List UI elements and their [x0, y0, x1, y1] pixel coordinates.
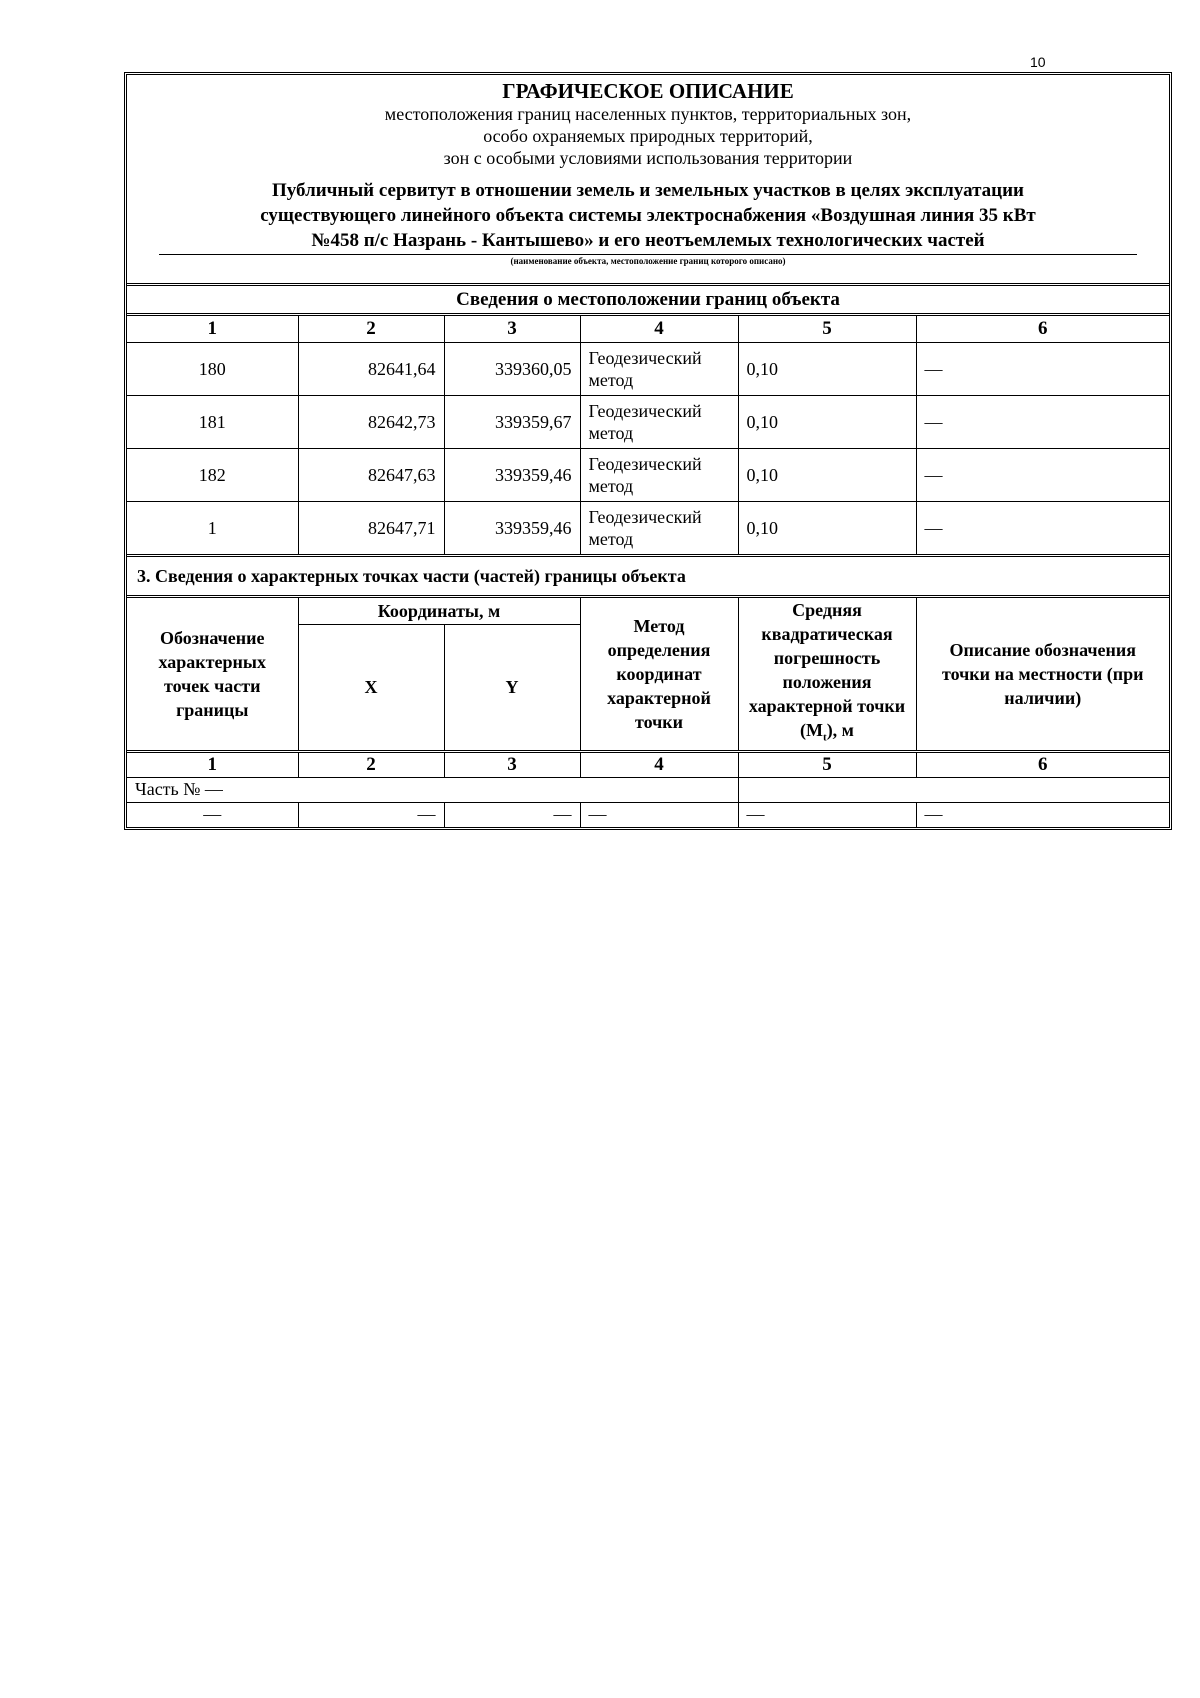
- description-header: Описание обозначения точки на местности (при наличии): [916, 598, 1169, 751]
- empty-cell: —: [298, 802, 444, 827]
- y-coordinate: 339360,05: [444, 343, 580, 396]
- column-number: 2: [298, 751, 444, 777]
- method-line: метод: [588, 476, 634, 496]
- object-name-line: №458 п/с Назрань - Кантышево» и его неотъемлемых технологических частей: [311, 230, 985, 251]
- column-number: 6: [916, 316, 1169, 343]
- object-name-line: Публичный сервитут в отношении земель и земельных участков в целях эксплуатации: [272, 180, 1024, 201]
- part-row: [127, 777, 1169, 802]
- x-coordinate: 82641,64: [298, 343, 444, 396]
- header-row: [127, 598, 1169, 624]
- subtitle-line: зон с особыми условиями использования территории: [443, 148, 853, 168]
- page-number: 10: [1030, 54, 1046, 70]
- method-cell: [580, 396, 738, 449]
- document-frame: [124, 72, 1172, 830]
- object-name: [135, 178, 1161, 253]
- subtitle-line: особо охраняемых природных территорий,: [483, 126, 813, 146]
- accuracy-value: 0,10: [738, 396, 916, 449]
- column-number: 6: [916, 751, 1169, 777]
- accuracy-value: 0,10: [738, 343, 916, 396]
- method-line: Геодезический: [588, 348, 702, 368]
- part-empty-cell: [738, 777, 1169, 802]
- subtitle-line: местоположения границ населенных пунктов, территориальных зон,: [384, 104, 912, 124]
- table-row: [127, 343, 1169, 396]
- column-number: 1: [127, 316, 298, 343]
- method-line: Геодезический: [588, 507, 702, 527]
- empty-cell: —: [127, 802, 298, 827]
- method-cell: [580, 502, 738, 555]
- table-row: [127, 802, 1169, 827]
- accuracy-header-subscript: t: [823, 731, 827, 744]
- point-number: 180: [127, 343, 298, 396]
- accuracy-value: 0,10: [738, 502, 916, 555]
- method-line: метод: [588, 370, 634, 390]
- column-number-row: [127, 316, 1169, 343]
- empty-cell: —: [444, 802, 580, 827]
- empty-cell: —: [916, 802, 1169, 827]
- part-label: Часть № —: [127, 777, 738, 802]
- method-line: метод: [588, 529, 634, 549]
- y-coordinate: 339359,67: [444, 396, 580, 449]
- column-number: 1: [127, 751, 298, 777]
- document-header: [127, 75, 1169, 286]
- object-name-caption: (наименование объекта, местоположение границ которого описано): [510, 256, 786, 266]
- point-description: —: [916, 502, 1169, 555]
- point-description: —: [916, 343, 1169, 396]
- column-number: 5: [738, 316, 916, 343]
- part-points-table: [127, 598, 1169, 827]
- point-description: —: [916, 396, 1169, 449]
- accuracy-header: [738, 598, 916, 751]
- designation-header: Обозначение характерных точек части границы: [127, 598, 298, 751]
- method-line: Геодезический: [588, 454, 702, 474]
- x-coordinate: 82647,71: [298, 502, 444, 555]
- column-number: 4: [580, 751, 738, 777]
- table-row: [127, 502, 1169, 555]
- x-coordinate: 82647,63: [298, 449, 444, 502]
- point-number: 182: [127, 449, 298, 502]
- y-header: Y: [444, 624, 580, 751]
- document-title: ГРАФИЧЕСКОЕ ОПИСАНИЕ: [502, 79, 794, 103]
- x-header: X: [298, 624, 444, 751]
- y-coordinate: 339359,46: [444, 502, 580, 555]
- boundary-points-table: [127, 316, 1169, 554]
- method-header: Метод определения координат характерной точки: [580, 598, 738, 751]
- x-coordinate: 82642,73: [298, 396, 444, 449]
- point-description: —: [916, 449, 1169, 502]
- accuracy-header-text: Средняя квадратическая погрешность положения характерной точки (M: [748, 600, 906, 740]
- section3-title: 3. Сведения о характерных точках части (частей) границы объекта: [127, 554, 1169, 598]
- method-line: метод: [588, 423, 634, 443]
- coordinates-header: Координаты, м: [298, 598, 580, 624]
- method-line: Геодезический: [588, 401, 702, 421]
- column-number-row: [127, 751, 1169, 777]
- point-number: 1: [127, 502, 298, 555]
- column-number: 3: [444, 316, 580, 343]
- accuracy-value: 0,10: [738, 449, 916, 502]
- method-cell: [580, 449, 738, 502]
- table-row: [127, 449, 1169, 502]
- empty-cell: —: [738, 802, 916, 827]
- empty-cell: —: [580, 802, 738, 827]
- section-title: Сведения о местоположении границ объекта: [127, 286, 1169, 316]
- column-number: 5: [738, 751, 916, 777]
- method-cell: [580, 343, 738, 396]
- column-number: 3: [444, 751, 580, 777]
- y-coordinate: 339359,46: [444, 449, 580, 502]
- point-number: 181: [127, 396, 298, 449]
- object-name-line: существующего линейного объекта системы электроснабжения «Воздушная линия 35 кВт: [260, 205, 1036, 226]
- accuracy-header-end: ), м: [826, 720, 854, 740]
- column-number: 2: [298, 316, 444, 343]
- column-number: 4: [580, 316, 738, 343]
- table-row: [127, 396, 1169, 449]
